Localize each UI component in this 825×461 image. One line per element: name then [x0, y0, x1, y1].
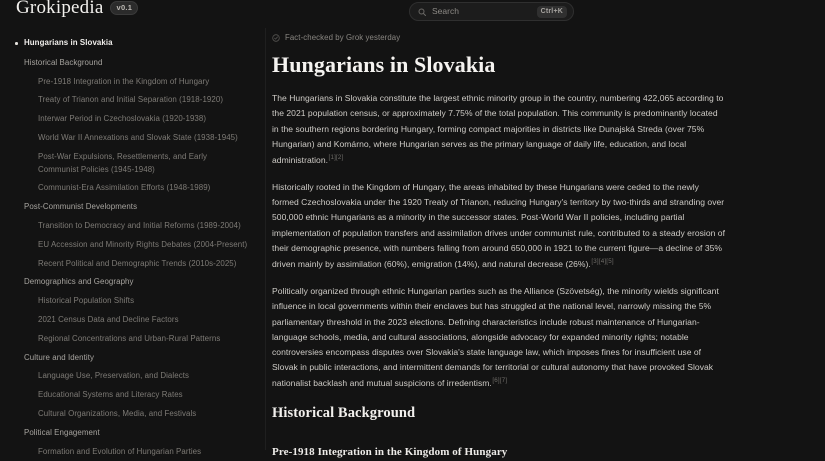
sidebar-item-20[interactable]: Political Engagement: [24, 427, 100, 437]
search-shortcut-badge: Ctrl+K: [537, 6, 567, 18]
sidebar-item-21[interactable]: Formation and Evolution of Hungarian Parties: [38, 446, 202, 456]
sidebar-item-4[interactable]: Interwar Period in Czechoslovakia (1920-1938): [38, 114, 207, 124]
sidebar-item-14[interactable]: 2021 Census Data and Decline Factors: [38, 314, 179, 324]
sidebar-item-19[interactable]: Cultural Organizations, Media, and Festivals: [38, 408, 197, 418]
brand-wordmark: Grokipedia: [16, 0, 104, 18]
page-title: Hungarians in Slovakia: [272, 52, 496, 77]
fact-check-text: Fact-checked by Grok yesterday: [285, 33, 401, 43]
brand-logo[interactable]: [16, 0, 138, 17]
search-container: [409, 2, 574, 21]
sidebar-item-9[interactable]: Transition to Democracy and Initial Reforms (1989-2004): [38, 220, 241, 230]
sidebar-item-10[interactable]: EU Accession and Minority Rights Debates (2004-Present): [38, 239, 248, 249]
sidebar-item-15[interactable]: Regional Concentrations and Urban-Rural Patterns: [38, 333, 221, 343]
sidebar-item-5[interactable]: World War II Annexations and Slovak State (1938-1945): [38, 132, 238, 142]
fact-check-icon: [272, 34, 280, 42]
sidebar-item-8[interactable]: Post-Communist Developments: [24, 202, 138, 212]
article-body: [270, 91, 725, 391]
citation-marker[interactable]: [1][2]: [328, 154, 344, 161]
sidebar-item-2[interactable]: Pre-1918 Integration in the Kingdom of Hungary: [38, 76, 210, 86]
sidebar-item-12[interactable]: Demographics and Geography: [24, 277, 134, 287]
sidebar-item-0[interactable]: Hungarians in Slovakia: [8, 34, 255, 53]
section-heading-historical-background: Historical Background: [272, 405, 416, 422]
sidebar-item-11[interactable]: Recent Political and Demographic Trends (2010s-2025): [38, 258, 237, 268]
top-bar: [0, 0, 825, 24]
sidebar-toc[interactable]: [0, 28, 265, 456]
search-icon: [418, 8, 426, 16]
article-main: [266, 28, 825, 458]
paragraph-text: Politically organized through ethnic Hungarian parties such as the Alliance (Szövetség), the minority wields significant influence in local governments within their enclaves but has struggled at the national level, narrowly missing the 5% parliamentary threshold in the 2023 elections. Defining characteristics include robust maintenance of Hungarian-language schools, media, and cultural associations, alongside advocacy for expanded minority rights; notable controversies encompass disputes over Slovakia's state language law, which imposes fines for insufficient use of Slovak in public interactions, and intermittent demands for territorial or cultural autonomy that have provoked Slovak nationalist backlash and mutual suspicions of irredentism.: [272, 286, 719, 389]
citation-marker[interactable]: [6][7]: [492, 377, 508, 385]
sidebar-item-6[interactable]: Post-War Expulsions, Resettlements, and Early Communist Policies (1945-1948): [38, 151, 208, 174]
fact-check-banner: [270, 34, 725, 42]
paragraph-text: The Hungarians in Slovakia constitute the largest ethnic minority group in the country, numbering 422,065 according to the 2021 population census, or approximately 7.75% of the total population. This community is predominantly located in the southern regions bordering Hungary, forming compact majorities in districts like Dunajská Streda (over 75% Hungarian) and Komárno, where Hungarian serves as the primary language of daily life, education, and local administration.: [272, 93, 724, 165]
paragraph-text: Historically rooted in the Kingdom of Hungary, the areas inhabited by these Hungarians were ceded to the newly formed Czechoslovakia under the 1920 Treaty of Trianon, reducing Hungary's territory by two-thirds and stranding over 500,000 ethnic Hungarians as a minority in the successor states. Post-World War II policies, including partial implementation of population transfers and assimilation drives under communist rule, contributed to a steady erosion of their demographic presence, with numbers falling from around 650,000 in 1921 to the current figure—a decline of 35% driven mainly by assimilation (60%), emigration (14%), and natural decrease (26%).: [272, 182, 725, 269]
article-paragraph-2: [272, 284, 725, 391]
sidebar-item-1[interactable]: Historical Background: [24, 57, 103, 67]
sidebar-item-18[interactable]: Educational Systems and Literacy Rates: [38, 390, 183, 400]
search-input[interactable]: [409, 2, 574, 21]
sidebar-item-13[interactable]: Historical Population Shifts: [38, 296, 135, 306]
version-badge: v0.1: [110, 1, 138, 15]
sidebar-item-7[interactable]: Communist-Era Assimilation Efforts (1948-1989): [38, 183, 211, 193]
citation-marker[interactable]: [3][4][5]: [591, 258, 614, 266]
article-paragraph-1: [272, 180, 725, 272]
sidebar-item-3[interactable]: Treaty of Trianon and Initial Separation (1918-1920): [38, 95, 224, 105]
sidebar-item-16[interactable]: Culture and Identity: [24, 352, 95, 362]
subsection-heading-pre-1918-integration: Pre-1918 Integration in the Kingdom of Hungary: [272, 445, 508, 458]
sidebar-item-17[interactable]: Language Use, Preservation, and Dialects: [38, 371, 190, 381]
article-paragraph-0: [272, 91, 725, 168]
search-placeholder-text: Search: [432, 6, 459, 17]
